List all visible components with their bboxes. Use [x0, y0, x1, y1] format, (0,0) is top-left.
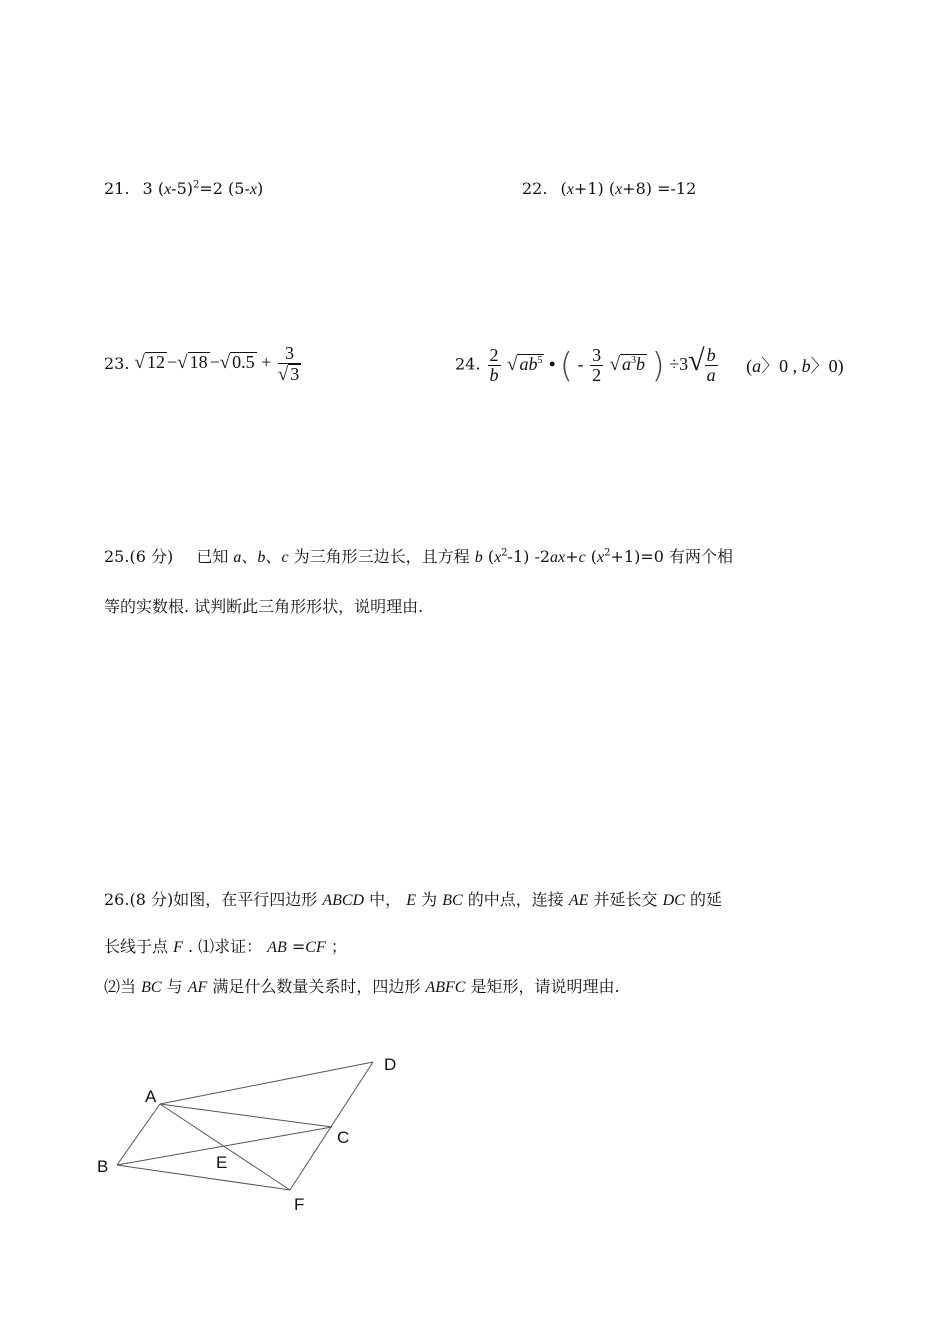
label-D: D: [384, 1055, 397, 1074]
problem-26-line2: 长线于点 F . ⑴求证： AB =CF ；: [104, 937, 347, 956]
problem-26-line1: 26.(8 分)如图，在平行四边形 ABCD 中， E 为 BC 的中点，连接 AE 并延长交 DC 的延: [104, 890, 722, 909]
problem-26-score: (8 分): [129, 890, 174, 909]
segment-BF: [117, 1165, 290, 1190]
segment-AF: [160, 1104, 290, 1190]
label-C: C: [337, 1128, 350, 1147]
label-F: F: [294, 1195, 305, 1214]
problem-23-number: 23.: [104, 354, 130, 373]
problem-24-expression: $\frac{2}{b}$ √ $ab^5$ • ( - $\frac{3}{2}$ √ $a^3b$ ) ÷3√ $\frac{b}{a}$: [489, 344, 716, 386]
segment-AB: [117, 1104, 160, 1165]
problem-22-number: 22.: [522, 179, 548, 198]
problem-25-line1: 25.(6 分) 已知 a、b、c 为三角形三边长，且方程 b $(x^2-1)$ -2ax+c $(x^2+1)=0$ 有两个相: [104, 547, 733, 566]
problem-25-score: (6 分): [129, 547, 174, 566]
problem-26-line3: ⑵当 BC 与 AF 满足什么数量关系时，四边形 ABFC 是矩形，请说明理由.: [104, 977, 620, 996]
problem-25-number: 25.: [104, 547, 130, 566]
problem-21-expression: 3 $(x-5)^2=2$ (5-x): [142, 179, 264, 198]
label-A: A: [145, 1087, 157, 1106]
problem-21-number: 21.: [104, 179, 130, 198]
problem-25-line2: 等的实数根. 试判断此三角形形状，说明理由.: [104, 597, 424, 616]
problem-24-number: 24.: [455, 354, 481, 374]
segment-DF: [290, 1062, 373, 1190]
segment-AC: [160, 1104, 332, 1127]
problem-26-number: 26.: [104, 890, 130, 909]
problem-24-condition: (a〉0 , b〉0): [746, 355, 844, 376]
label-E: E: [216, 1153, 228, 1172]
label-B: B: [97, 1157, 109, 1176]
problem-22-expression: (x+1) (x+8) =-12: [560, 179, 697, 198]
problem-23-expression: √ 12 −√ 18 −√ 0.5 + $\frac{3}{√ 3}$: [134, 343, 300, 385]
segment-AD: [160, 1062, 373, 1104]
